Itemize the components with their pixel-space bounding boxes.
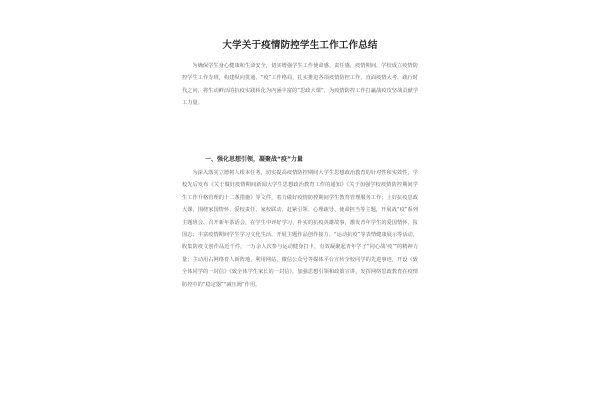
section-heading: 一、强化思想引领，凝聚战“疫”力量 [205,156,303,163]
document-title: 大学关于疫情防控学生工作工作总结 [222,40,378,51]
intro-paragraph: 为确保学生身心健康和生命安全，切实增强学生工作使命感、责任感，疫情期间，学校成立疫情防控学生工作专班，构建纵向贯通、“疫”工作格局，扎实推进各项疫情防控工作，直面疫情大考，践行时代之问，将生动鲜活的抗疫实践转化为内涵丰富的“思政大课”，为疫情防控工作打赢战疫攻坚战贡献学工力量。 [182,63,418,107]
section-paragraph: 为深入落实立德树人根本任务，切实提高疫情防控期间大学生思想政治教育的针对性和实效性，学校先后发布《关于做好疫情期间新闻大学生思想政治教育工作的通知》《关于加强学校疫情防控期间学生工作升格管理的十二条措施》等文件，着力做好疫情防控期间学生教育管理服务工作；上好抗疫思政大课，围绕家国情怀、爱校责任、家校联动、赶紧引领、心理疏导、使命担当等主题，开展战“疫”系列主题班会、召开新年茶话会，在学生中评好学习、朴实的抗疫英雄故事，激发青年学生的爱国情怀、报国志；丰富疫情期间学生学习文化生活，开展主题作品创作接力、“运动抗疫”等表情健康展示等活动，收集防疫文创作品近千件，一万余人次参与运动健身打卡，有效凝聚起青年学子“同心战‘疫’”的精神力量；主动用占网络育人新阵地，利用网站、微信公众号等媒体平台宣传全校同学的先进事迹，开设《致全体同学的一封信》《致全体学生家长的一封信》，加强思想引领和政策宣讲，发挥网络思政教育在疫情防控中的“稳定器”“减压阀”作用。 [182,170,418,288]
